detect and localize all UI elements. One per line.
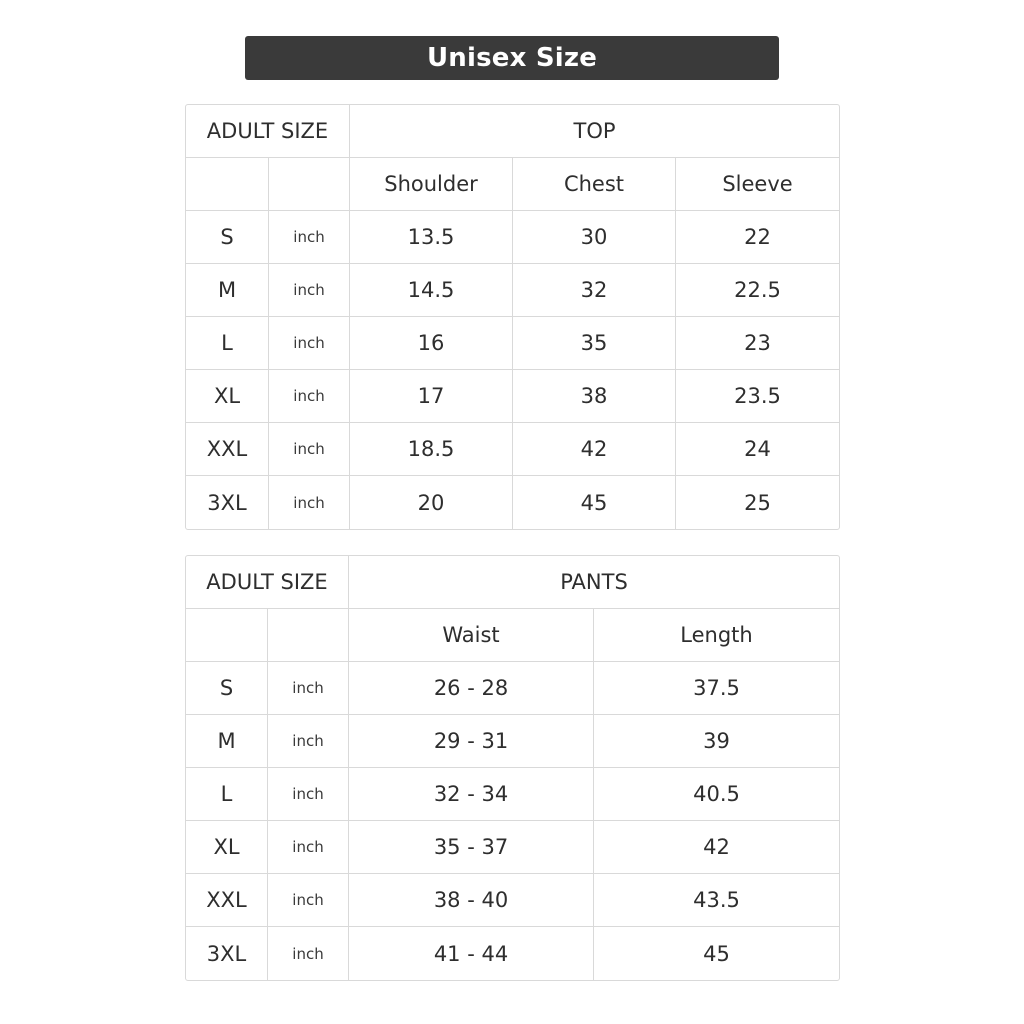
length-value: 37.5 (594, 662, 839, 715)
size-label: XL (186, 370, 269, 423)
column-header-waist: Waist (349, 609, 594, 662)
unit-label: inch (268, 715, 349, 768)
size-label: M (186, 715, 268, 768)
pants-group-header: PANTS (349, 556, 839, 609)
length-value: 43.5 (594, 874, 839, 927)
unit-label: inch (269, 211, 350, 264)
table-row (186, 264, 839, 317)
size-label: XXL (186, 874, 268, 927)
shoulder-value: 14.5 (350, 264, 513, 317)
table-row (186, 211, 839, 264)
adult-size-header: ADULT SIZE (186, 556, 349, 609)
table-row (186, 768, 839, 821)
waist-value: 38 - 40 (349, 874, 594, 927)
shoulder-value: 17 (350, 370, 513, 423)
column-header-length: Length (594, 609, 839, 662)
chest-value: 38 (513, 370, 676, 423)
shoulder-value: 18.5 (350, 423, 513, 476)
empty-cell (268, 609, 349, 662)
chest-value: 42 (513, 423, 676, 476)
unit-label: inch (269, 317, 350, 370)
unit-label: inch (269, 370, 350, 423)
pants-size-table (185, 555, 840, 981)
empty-cell (269, 158, 350, 211)
waist-value: 29 - 31 (349, 715, 594, 768)
size-label: XXL (186, 423, 269, 476)
size-label: L (186, 768, 268, 821)
size-label: L (186, 317, 269, 370)
unit-label: inch (269, 476, 350, 529)
size-label: XL (186, 821, 268, 874)
empty-cell (186, 609, 268, 662)
empty-cell (186, 158, 269, 211)
length-value: 40.5 (594, 768, 839, 821)
shoulder-value: 13.5 (350, 211, 513, 264)
table-row (186, 476, 839, 529)
size-label: S (186, 662, 268, 715)
sleeve-value: 24 (676, 423, 839, 476)
table-row (186, 370, 839, 423)
unit-label: inch (269, 264, 350, 317)
size-label: 3XL (186, 476, 269, 529)
table-row (186, 662, 839, 715)
unit-label: inch (268, 662, 349, 715)
table-row (186, 874, 839, 927)
table-header-row (186, 556, 839, 609)
table-row (186, 927, 839, 980)
unit-label: inch (268, 874, 349, 927)
table-header-row (186, 105, 839, 158)
top-group-header: TOP (350, 105, 839, 158)
waist-value: 35 - 37 (349, 821, 594, 874)
chest-value: 45 (513, 476, 676, 529)
chest-value: 30 (513, 211, 676, 264)
waist-value: 32 - 34 (349, 768, 594, 821)
chest-value: 35 (513, 317, 676, 370)
size-label: 3XL (186, 927, 268, 980)
size-label: M (186, 264, 269, 317)
shoulder-value: 16 (350, 317, 513, 370)
column-header-chest: Chest (513, 158, 676, 211)
length-value: 45 (703, 941, 730, 966)
table-row (186, 821, 839, 874)
unit-label: inch (268, 821, 349, 874)
column-header-sleeve: Sleeve (676, 158, 839, 211)
chest-value: 32 (513, 264, 676, 317)
unit-label: inch (269, 423, 350, 476)
unit-label: inch (268, 927, 349, 980)
length-value: 39 (594, 715, 839, 768)
table-column-row (186, 158, 839, 211)
top-size-table (185, 104, 840, 530)
table-row (186, 715, 839, 768)
sleeve-value: 22 (676, 211, 839, 264)
table-row (186, 317, 839, 370)
sleeve-value: 25 (744, 490, 771, 515)
length-value: 42 (594, 821, 839, 874)
table-row (186, 423, 839, 476)
table-column-row (186, 609, 839, 662)
sleeve-value: 23.5 (676, 370, 839, 423)
sleeve-value: 23 (676, 317, 839, 370)
unit-label: inch (268, 768, 349, 821)
column-header-shoulder: Shoulder (350, 158, 513, 211)
waist-value: 41 - 44 (349, 927, 594, 980)
sleeve-value: 22.5 (676, 264, 839, 317)
page-title: Unisex Size (245, 36, 779, 80)
size-label: S (186, 211, 269, 264)
adult-size-header: ADULT SIZE (186, 105, 350, 158)
shoulder-value: 20 (350, 476, 513, 529)
waist-value: 26 - 28 (349, 662, 594, 715)
